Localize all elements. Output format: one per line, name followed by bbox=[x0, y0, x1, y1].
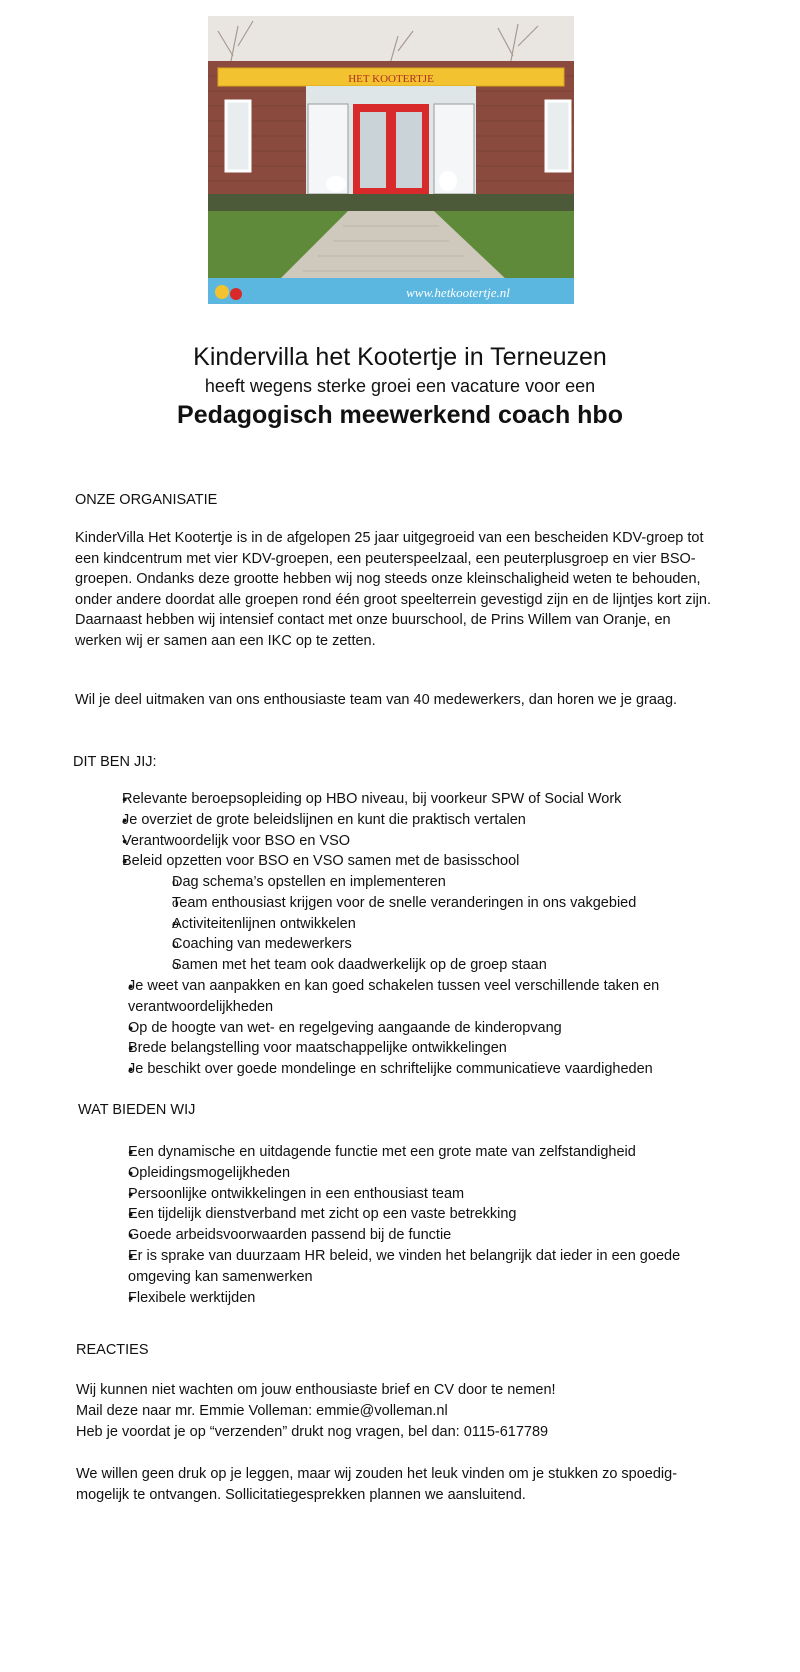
sub-list-item: o Team enthousiast krijgen voor de snelle veranderingen in ons vakgebied bbox=[148, 893, 708, 914]
list-item: ● Opleidingsmogelijkheden bbox=[102, 1163, 712, 1184]
reacties-line-1: Wij kunnen niet wachten om jouw enthousiaste brief en CV door te nemen! bbox=[76, 1382, 556, 1398]
dit-ben-jij-sublist bbox=[148, 872, 708, 976]
heading-wat-bieden-wij: WAT BIEDEN WIJ bbox=[78, 1102, 196, 1118]
heading-dit-ben-jij: DIT BEN JIJ: bbox=[73, 754, 157, 770]
list-item: ● Je beschikt over goede mondelinge en schriftelijke communicatieve vaardigheden bbox=[102, 1059, 712, 1080]
sign-text: HET KOOTERTJE bbox=[348, 73, 434, 85]
title-line-2: heeft wegens sterke groei een vacature voor een bbox=[204, 376, 596, 396]
list-item: ● Er is sprake van duurzaam HR beleid, we vinden het belangrijk dat ieder in een goede omgeving kan samenwerken bbox=[102, 1246, 712, 1288]
title-line-1: Kindervilla het Kootertje in Terneuzen bbox=[193, 343, 607, 371]
list-item: ● Relevante beroepsopleiding op HBO niveau, bij voorkeur SPW of Social Work bbox=[96, 789, 716, 810]
dit-ben-jij-list-b bbox=[102, 976, 712, 1080]
reacties-line-2: Mail deze naar mr. Emmie Volleman: emmie@volleman.nl bbox=[76, 1403, 448, 1419]
list-item: ● Brede belangstelling voor maatschappelijke ontwikkelingen bbox=[102, 1038, 712, 1059]
sub-list-item: o Dag schema’s opstellen en implementeren bbox=[148, 872, 708, 893]
reacties-closing: We willen geen druk op je leggen, maar wij zouden het leuk vinden om je stukken zo spoedig-mogelijk te ontvangen. Sollicitatiegesprekken plannen we aansluitend. bbox=[76, 1466, 678, 1503]
sub-list-item: o Samen met het team ook daadwerkelijk op de groep staan bbox=[148, 955, 708, 976]
list-item: ● Je weet van aanpakken en kan goed schakelen tussen veel verschillende taken en verantwoordelijkheden bbox=[102, 976, 712, 1018]
website-text: www.hetkootertje.nl bbox=[406, 285, 510, 300]
list-item: ● Flexibele werktijden bbox=[102, 1288, 712, 1309]
list-item: ● Een tijdelijk dienstverband met zicht op een vaste betrekking bbox=[102, 1204, 712, 1225]
list-item: ● Verantwoordelijk voor BSO en VSO bbox=[96, 831, 716, 852]
sub-list-item: o Coaching van medewerkers bbox=[148, 934, 708, 955]
list-item: ● Op de hoogte van wet- en regelgeving aangaande de kinderopvang bbox=[102, 1018, 712, 1039]
job-title: Pedagogisch meewerkend coach hbo bbox=[177, 401, 623, 429]
heading-onze-organisatie: ONZE ORGANISATIE bbox=[75, 492, 218, 508]
wat-bieden-wij-list bbox=[102, 1142, 712, 1308]
list-item: ● Je overziet de grote beleidslijnen en kunt die praktisch vertalen bbox=[96, 810, 716, 831]
list-item: ● Persoonlijke ontwikkelingen in een enthousiast team bbox=[102, 1184, 712, 1205]
sub-list-item: o Activiteitenlijnen ontwikkelen bbox=[148, 914, 708, 935]
list-item: ● Een dynamische en uitdagende functie met een grote mate van zelfstandigheid bbox=[102, 1142, 712, 1163]
reacties-line-3: Heb je voordat je op “verzenden” drukt nog vragen, bel dan: 0115-617789 bbox=[76, 1424, 549, 1440]
kindervilla-building-photo bbox=[208, 16, 574, 304]
list-item: ● Beleid opzetten voor BSO en VSO samen met de basisschool bbox=[96, 851, 716, 872]
organisatie-paragraph-2: Wil je deel uitmaken van ons enthousiaste team van 40 medewerkers, dan horen we je graag. bbox=[75, 692, 678, 708]
dit-ben-jij-list-a bbox=[96, 789, 716, 872]
organisatie-paragraph-1: KinderVilla Het Kootertje is in de afgelopen 25 jaar uitgegroeid van een bescheiden KDV-groep tot een kindcentrum met vier KDV-groepen, een peuterspeelzaal, een peuterplusgroep en vier BSO-groepen. Ondanks deze grootte hebben wij nog steeds onze kleinschaligheid weten te behouden, onder andere doordat alle groepen rond één groot speelterrein gevestigd zijn en de lijntjes kort zijn. Daarnaast hebben wij intensief contact met onze buurschool, de Prins Willem van Oranje, en werken wij er samen aan een IKC op te zetten. bbox=[75, 530, 711, 649]
list-item: ● Goede arbeidsvoorwaarden passend bij de functie bbox=[102, 1225, 712, 1246]
heading-reacties: REACTIES bbox=[76, 1342, 149, 1358]
